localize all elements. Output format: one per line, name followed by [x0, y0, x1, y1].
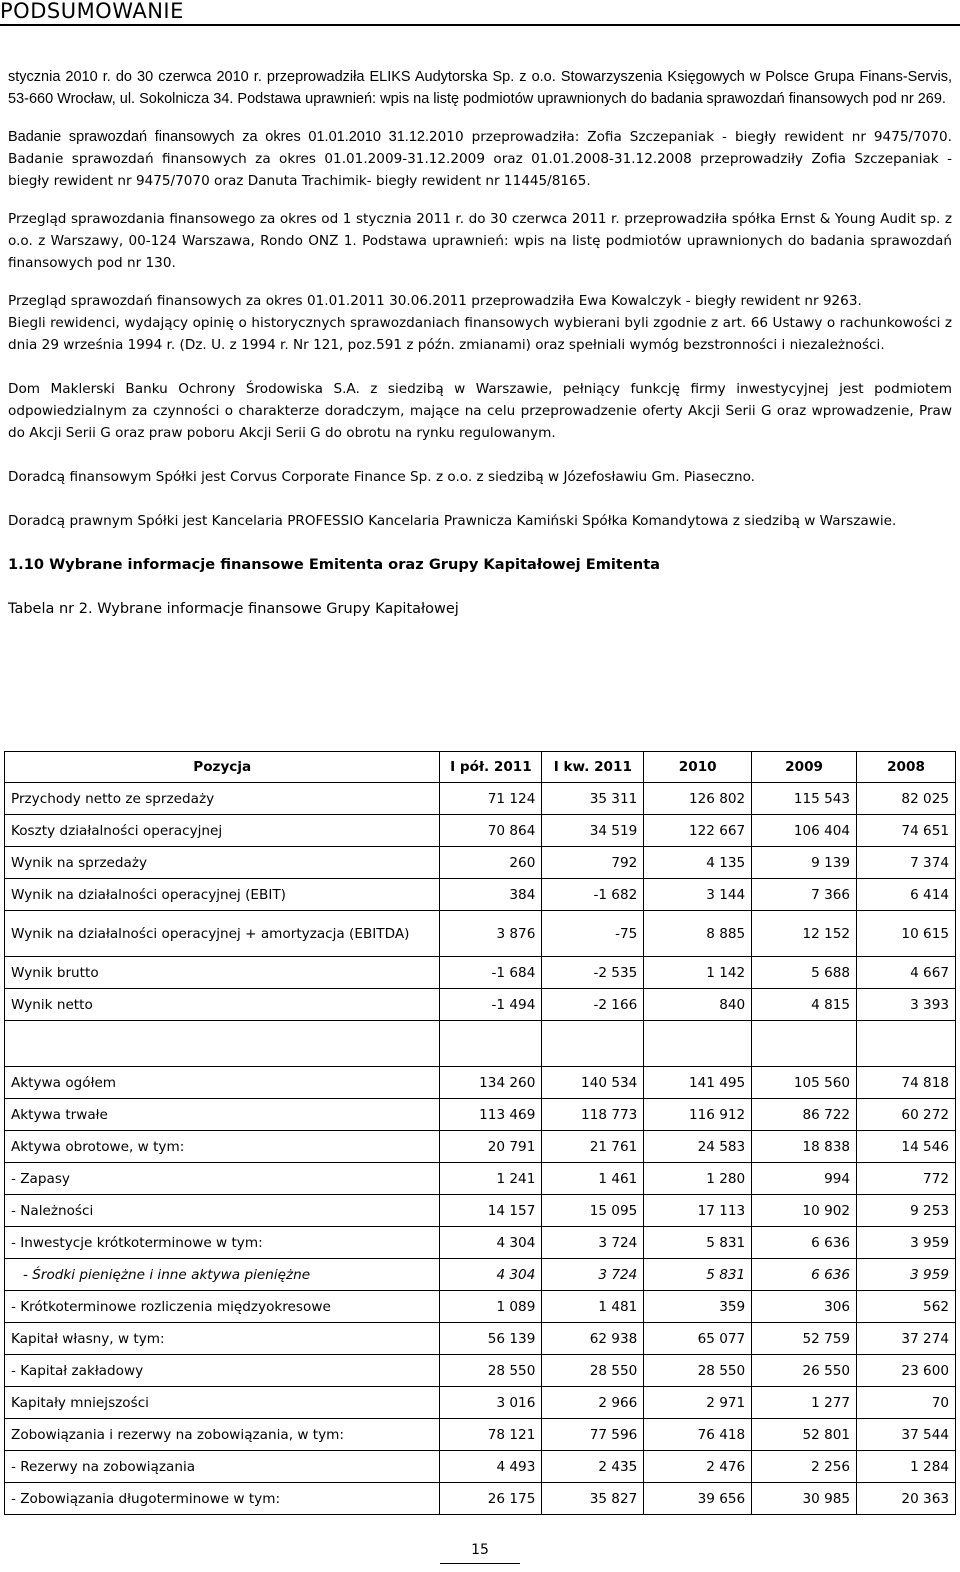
cell-value: 34 519	[542, 815, 644, 847]
cell-value: 21 761	[542, 1131, 644, 1163]
document-body	[8, 66, 952, 620]
cell-value: 74 818	[857, 1067, 956, 1099]
cell-value: 1 280	[644, 1163, 752, 1195]
paragraph-auditor-eliks: stycznia 2010 r. do 30 czerwca 2010 r. przeprowadziła ELIKS Audytorska Sp. z o.o. Stowarzyszenia Księgowych w Polsce Grupa Finans-Servis, 53-660 Wrocław, ul. Sokolnicza 34. Podstawa uprawnień: wpis na listę podmiotów uprawnionych do badania sprawozdań finansowych pod nr 269.	[8, 69, 952, 107]
table-header-row	[5, 752, 956, 783]
cell-value: 118 773	[542, 1099, 644, 1131]
table-row	[5, 1163, 956, 1195]
row-label: Aktywa obrotowe, w tym:	[5, 1131, 440, 1163]
cell-value: 306	[752, 1291, 857, 1323]
cell-value: 7 366	[752, 879, 857, 911]
cell-value: 4 304	[440, 1227, 542, 1259]
cell-value: 62 938	[542, 1323, 644, 1355]
cell-value: 116 912	[644, 1099, 752, 1131]
cell-value: 52 801	[752, 1419, 857, 1451]
cell-value: 7 374	[857, 847, 956, 879]
cell-value: 10 902	[752, 1195, 857, 1227]
cell-value: 28 550	[542, 1355, 644, 1387]
cell-value: 9 139	[752, 847, 857, 879]
cell-value: 562	[857, 1291, 956, 1323]
cell-value: 71 124	[440, 783, 542, 815]
financial-table	[4, 751, 956, 1515]
row-label: - Inwestycje krótkoterminowe w tym:	[5, 1227, 440, 1259]
cell-value: 65 077	[644, 1323, 752, 1355]
cell-value: 24 583	[644, 1131, 752, 1163]
cell-value: 4 304	[440, 1259, 542, 1291]
cell-value: 1 461	[542, 1163, 644, 1195]
cell-value: 3 959	[857, 1259, 956, 1291]
cell-value: 140 534	[542, 1067, 644, 1099]
cell-value: 17 113	[644, 1195, 752, 1227]
header-cell: 2008	[857, 752, 956, 783]
cell-value: 1 142	[644, 957, 752, 989]
table-row	[5, 783, 956, 815]
cell-value: 20 363	[857, 1483, 956, 1515]
cell-value: 122 667	[644, 815, 752, 847]
cell-value: 23 600	[857, 1355, 956, 1387]
cell-value: 5 688	[752, 957, 857, 989]
paragraph-review-kowalczyk: Przegląd sprawozdań finansowych za okres 01.01.2011 30.06.2011 przeprowadziła Ewa Kowalczyk - biegły rewident nr 9263.	[8, 293, 862, 309]
cell-value: 105 560	[752, 1067, 857, 1099]
cell-value: 6 636	[752, 1227, 857, 1259]
page-header	[0, 0, 960, 26]
cell-value: 60 272	[857, 1099, 956, 1131]
cell-value: 6 414	[857, 879, 956, 911]
cell-value: -1 494	[440, 989, 542, 1021]
table-row	[5, 1451, 956, 1483]
table-row	[5, 1067, 956, 1099]
cell-value: 10 615	[857, 911, 956, 957]
cell-value: 82 025	[857, 783, 956, 815]
page-title: PODSUMOWANIE	[0, 0, 184, 23]
table-row	[5, 1291, 956, 1323]
section-title: 1.10 Wybrane informacje finansowe Emitenta oraz Grupy Kapitałowej Emitenta	[8, 556, 661, 573]
paragraph-legal-advisor: Doradcą prawnym Spółki jest Kancelaria PROFESSIO Kancelaria Prawnicza Kamiński Spółka Komandytowa z siedzibą w Warszawie.	[8, 513, 897, 529]
footer-divider	[440, 1563, 520, 1564]
cell-value: 113 469	[440, 1099, 542, 1131]
table-row	[5, 1131, 956, 1163]
cell-value: 4 667	[857, 957, 956, 989]
row-label: Aktywa trwałe	[5, 1099, 440, 1131]
header-cell: 2009	[752, 752, 857, 783]
cell-value: 772	[857, 1163, 956, 1195]
cell-value: 76 418	[644, 1419, 752, 1451]
cell-value: 6 636	[752, 1259, 857, 1291]
row-label: - Rezerwy na zobowiązania	[5, 1451, 440, 1483]
cell-value: 840	[644, 989, 752, 1021]
cell-value: 126 802	[644, 783, 752, 815]
table-row	[5, 847, 956, 879]
table-spacer-row	[5, 1021, 956, 1067]
paragraph-investment-firm: Dom Maklerski Banku Ochrony Środowiska S.A. z siedzibą w Warszawie, pełniący funkcję firmy inwestycyjnej jest podmiotem odpowiedzialnym za czynności o charakterze doradczym, mające na celu przeprowadzenie oferty Akcji Serii G oraz wprowadzenie, Praw do Akcji Serii G oraz praw poboru Akcji Serii G do obrotu na rynku regulowanym.	[8, 381, 952, 441]
row-label: Wynik na działalności operacyjnej + amortyzacja (EBITDA)	[5, 911, 440, 957]
row-label: - Należności	[5, 1195, 440, 1227]
header-cell: I pół. 2011	[440, 752, 542, 783]
paragraph-audit-2010-part2: 2010 przeprowadziła: Zofia Szczepaniak - biegły rewident nr 9475/7070. Badanie sprawozdań finansowych za okres 01.01.2009-31.12.2009 oraz 01.01.2008-31.12.2008 przeprowadziły Zofia Szczepaniak - biegły rewident nr 9475/7070 oraz Danuta Trachimik- biegły rewident nr 11445/8165.	[8, 129, 952, 189]
row-label: - Środki pieniężne i inne aktywa pieniężne	[5, 1259, 440, 1291]
cell-value: 2 971	[644, 1387, 752, 1419]
cell-value: 5 831	[644, 1259, 752, 1291]
table-row	[5, 989, 956, 1021]
cell-value: 70	[857, 1387, 956, 1419]
cell-value: 20 791	[440, 1131, 542, 1163]
cell-value: -75	[542, 911, 644, 957]
cell-value: 4 815	[752, 989, 857, 1021]
cell-value: 26 175	[440, 1483, 542, 1515]
table-row	[5, 1355, 956, 1387]
cell-value: 35 827	[542, 1483, 644, 1515]
cell-value: 28 550	[440, 1355, 542, 1387]
cell-value: 14 157	[440, 1195, 542, 1227]
cell-value: 78 121	[440, 1419, 542, 1451]
cell-value: 86 722	[752, 1099, 857, 1131]
cell-value: 3 016	[440, 1387, 542, 1419]
cell-value: 2 476	[644, 1451, 752, 1483]
header-cell: Pozycja	[5, 752, 440, 783]
paragraph-review-ernst-young: Przegląd sprawozdania finansowego za okres od 1 stycznia 2011 r. do 30 czerwca 2011 r. przeprowadziła spółka Ernst & Young Audit sp. z o.o. z Warszawy, 00-124 Warszawa, Rondo ONZ 1. Podstawa uprawnień: wpis na listę podmiotów uprawnionych do badania sprawozdań finansowych pod nr 130.	[8, 211, 952, 271]
cell-value: -2 535	[542, 957, 644, 989]
cell-value: 9 253	[857, 1195, 956, 1227]
table-row	[5, 1099, 956, 1131]
cell-value: 3 724	[542, 1227, 644, 1259]
row-label: Zobowiązania i rezerwy na zobowiązania, w tym:	[5, 1419, 440, 1451]
cell-value: 3 393	[857, 989, 956, 1021]
cell-value: -1 684	[440, 957, 542, 989]
header-cell: I kw. 2011	[542, 752, 644, 783]
cell-value: 2 435	[542, 1451, 644, 1483]
row-label: Kapitał własny, w tym:	[5, 1323, 440, 1355]
paragraph-audit-2010	[8, 126, 952, 192]
table-row	[5, 1387, 956, 1419]
cell-value: -1 682	[542, 879, 644, 911]
table-row	[5, 957, 956, 989]
cell-value: 28 550	[644, 1355, 752, 1387]
cell-value: 994	[752, 1163, 857, 1195]
row-label: - Zobowiązania długoterminowe w tym:	[5, 1483, 440, 1515]
paragraph-auditors-independence: Biegli rewidenci, wydający opinię o historycznych sprawozdaniach finansowych wybierani byli zgodnie z art. 66 Ustawy o rachunkowości z dnia 29 września 1994 r. (Dz. U. z 1994 r. Nr 121, poz.591 z późn. zmianami) oraz spełniali wymóg bezstronności i niezależności.	[8, 315, 952, 353]
cell-value: 30 985	[752, 1483, 857, 1515]
cell-value: 12 152	[752, 911, 857, 957]
cell-value: 77 596	[542, 1419, 644, 1451]
cell-value: 141 495	[644, 1067, 752, 1099]
cell-value: 359	[644, 1291, 752, 1323]
table-row	[5, 1483, 956, 1515]
table-row	[5, 1259, 956, 1291]
paragraph-audit-2010-part1: Badanie sprawozdań finansowych za okres 01.01.2010 31.12.	[8, 129, 429, 145]
cell-value: 4 135	[644, 847, 752, 879]
paragraph-financial-advisor: Doradcą finansowym Spółki jest Corvus Corporate Finance Sp. z o.o. z siedzibą w Józefosławiu Gm. Piaseczno.	[8, 469, 755, 485]
cell-value: 3 959	[857, 1227, 956, 1259]
cell-value: 37 274	[857, 1323, 956, 1355]
cell-value: 37 544	[857, 1419, 956, 1451]
row-label: Wynik na sprzedaży	[5, 847, 440, 879]
cell-value: 3 876	[440, 911, 542, 957]
cell-value: 5 831	[644, 1227, 752, 1259]
cell-value: 3 724	[542, 1259, 644, 1291]
cell-value: 1 241	[440, 1163, 542, 1195]
row-label: Przychody netto ze sprzedaży	[5, 783, 440, 815]
cell-value: 52 759	[752, 1323, 857, 1355]
page-number: 15	[471, 1542, 489, 1558]
row-label: Koszty działalności operacyjnej	[5, 815, 440, 847]
cell-value: -2 166	[542, 989, 644, 1021]
cell-value: 18 838	[752, 1131, 857, 1163]
row-label: Wynik brutto	[5, 957, 440, 989]
table-row	[5, 879, 956, 911]
cell-value: 2 966	[542, 1387, 644, 1419]
row-label: - Zapasy	[5, 1163, 440, 1195]
table-row	[5, 1195, 956, 1227]
cell-value: 14 546	[857, 1131, 956, 1163]
table-row	[5, 1323, 956, 1355]
row-label: Wynik netto	[5, 989, 440, 1021]
cell-value: 56 139	[440, 1323, 542, 1355]
row-label: - Krótkoterminowe rozliczenia międzyokresowe	[5, 1291, 440, 1323]
cell-value: 384	[440, 879, 542, 911]
table-caption: Tabela nr 2. Wybrane informacje finansowe Grupy Kapitałowej	[8, 601, 459, 617]
cell-value: 4 493	[440, 1451, 542, 1483]
table-row	[5, 911, 956, 957]
row-label: - Kapitał zakładowy	[5, 1355, 440, 1387]
cell-value: 2 256	[752, 1451, 857, 1483]
cell-value: 1 089	[440, 1291, 542, 1323]
cell-value: 1 277	[752, 1387, 857, 1419]
header-cell: 2010	[644, 752, 752, 783]
cell-value: 260	[440, 847, 542, 879]
cell-value: 39 656	[644, 1483, 752, 1515]
table-row	[5, 1419, 956, 1451]
row-label: Kapitały mniejszości	[5, 1387, 440, 1419]
row-label: Wynik na działalności operacyjnej (EBIT)	[5, 879, 440, 911]
cell-value: 792	[542, 847, 644, 879]
cell-value: 1 284	[857, 1451, 956, 1483]
table-row	[5, 1227, 956, 1259]
cell-value: 26 550	[752, 1355, 857, 1387]
cell-value: 3 144	[644, 879, 752, 911]
table-row	[5, 815, 956, 847]
cell-value: 106 404	[752, 815, 857, 847]
cell-value: 15 095	[542, 1195, 644, 1227]
cell-value: 35 311	[542, 783, 644, 815]
cell-value: 70 864	[440, 815, 542, 847]
row-label: Aktywa ogółem	[5, 1067, 440, 1099]
cell-value: 115 543	[752, 783, 857, 815]
cell-value: 134 260	[440, 1067, 542, 1099]
cell-value: 1 481	[542, 1291, 644, 1323]
cell-value: 74 651	[857, 815, 956, 847]
cell-value: 8 885	[644, 911, 752, 957]
